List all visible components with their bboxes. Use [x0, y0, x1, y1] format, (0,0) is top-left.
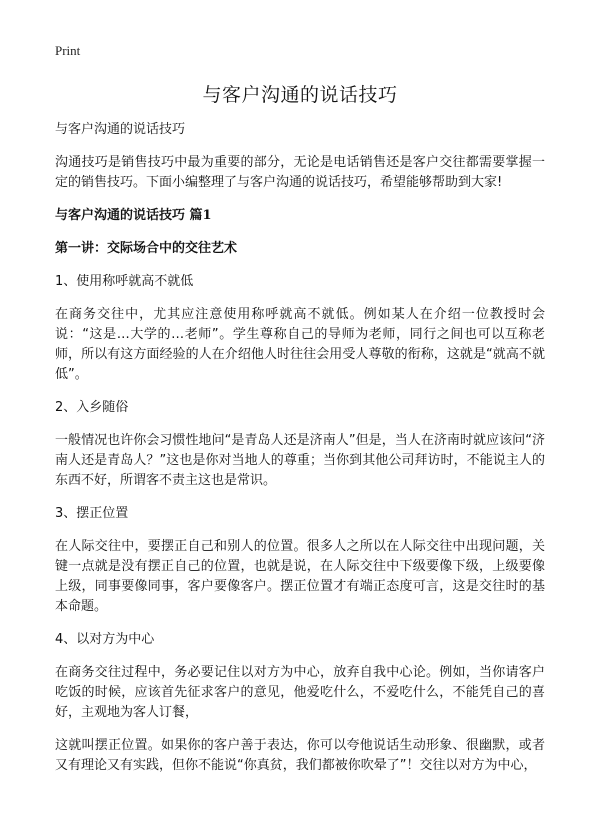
item-body-1: 在商务交往中，尤其应注意使用称呼就高不就低。例如某人在介绍一位教授时会说：“这是…大学的…老师”。学生尊称自己的导师为老师，同行之间也可以互称老师，所以有这方面经验的人在介绍他人时往往会用受人尊敬的衔称，这就是“就高不就低”。 [55, 307, 545, 382]
subtitle: 与客户沟通的说话技巧 [55, 122, 186, 137]
intro-paragraph: 沟通技巧是销售技巧中最为重要的部分，无论是电话销售还是客户交往都需要掌握一定的销售技巧。下面小编整理了与客户沟通的说话技巧，希望能够帮助到大家! [55, 155, 545, 190]
item-body-4: 在商务交往过程中，务必要记住以对方为中心，放弃自我中心论。例如，当你请客户吃饭的时候，应该首先征求客户的意见，他爱吃什么，不爱吃什么，不能凭自己的喜好，主观地为客人订餐， [55, 665, 545, 720]
item-heading-1: 1、使用称呼就高不就低 [55, 274, 194, 289]
item-heading-2: 2、入乡随俗 [55, 400, 129, 415]
document-body [55, 120, 545, 789]
section-title: 与客户沟通的说话技巧 篇1 [55, 208, 212, 223]
item-heading-4: 4、以对方为中心 [55, 632, 155, 647]
item-body-4-continued: 这就叫摆正位置。如果你的客户善于表达，你可以夸他说话生动形象、很幽默，或者又有理论又有实践，但你不能说“你真贫，我们都被你吹晕了”！交往以对方为中心， [55, 738, 545, 773]
item-body-3: 在人际交往中，要摆正自己和别人的位置。很多人之所以在人际交往中出现问题，关键一点就是没有摆正自己的位置，也就是说，在人际交往中下级要像下级，上级要像上级，同事要像同事，客户要像客户。摆正位置才有端正态度可言，这是交往时的基本命题。 [55, 539, 545, 614]
print-label: Print [55, 43, 81, 58]
lecture-title: 第一讲：交际场合中的交往艺术 [55, 241, 238, 256]
page-title: 与客户沟通的说话技巧 [202, 84, 398, 106]
item-body-2: 一般情况也许你会习惯性地问“是青岛人还是济南人”但是，当人在济南时就应该问“济南人还是青岛人？”这也是你对当地人的尊重；当你到其他公司拜访时，不能说主人的东西不好，所谓客不责主这也是常识。 [55, 433, 545, 488]
item-heading-3: 3、摆正位置 [55, 506, 129, 521]
